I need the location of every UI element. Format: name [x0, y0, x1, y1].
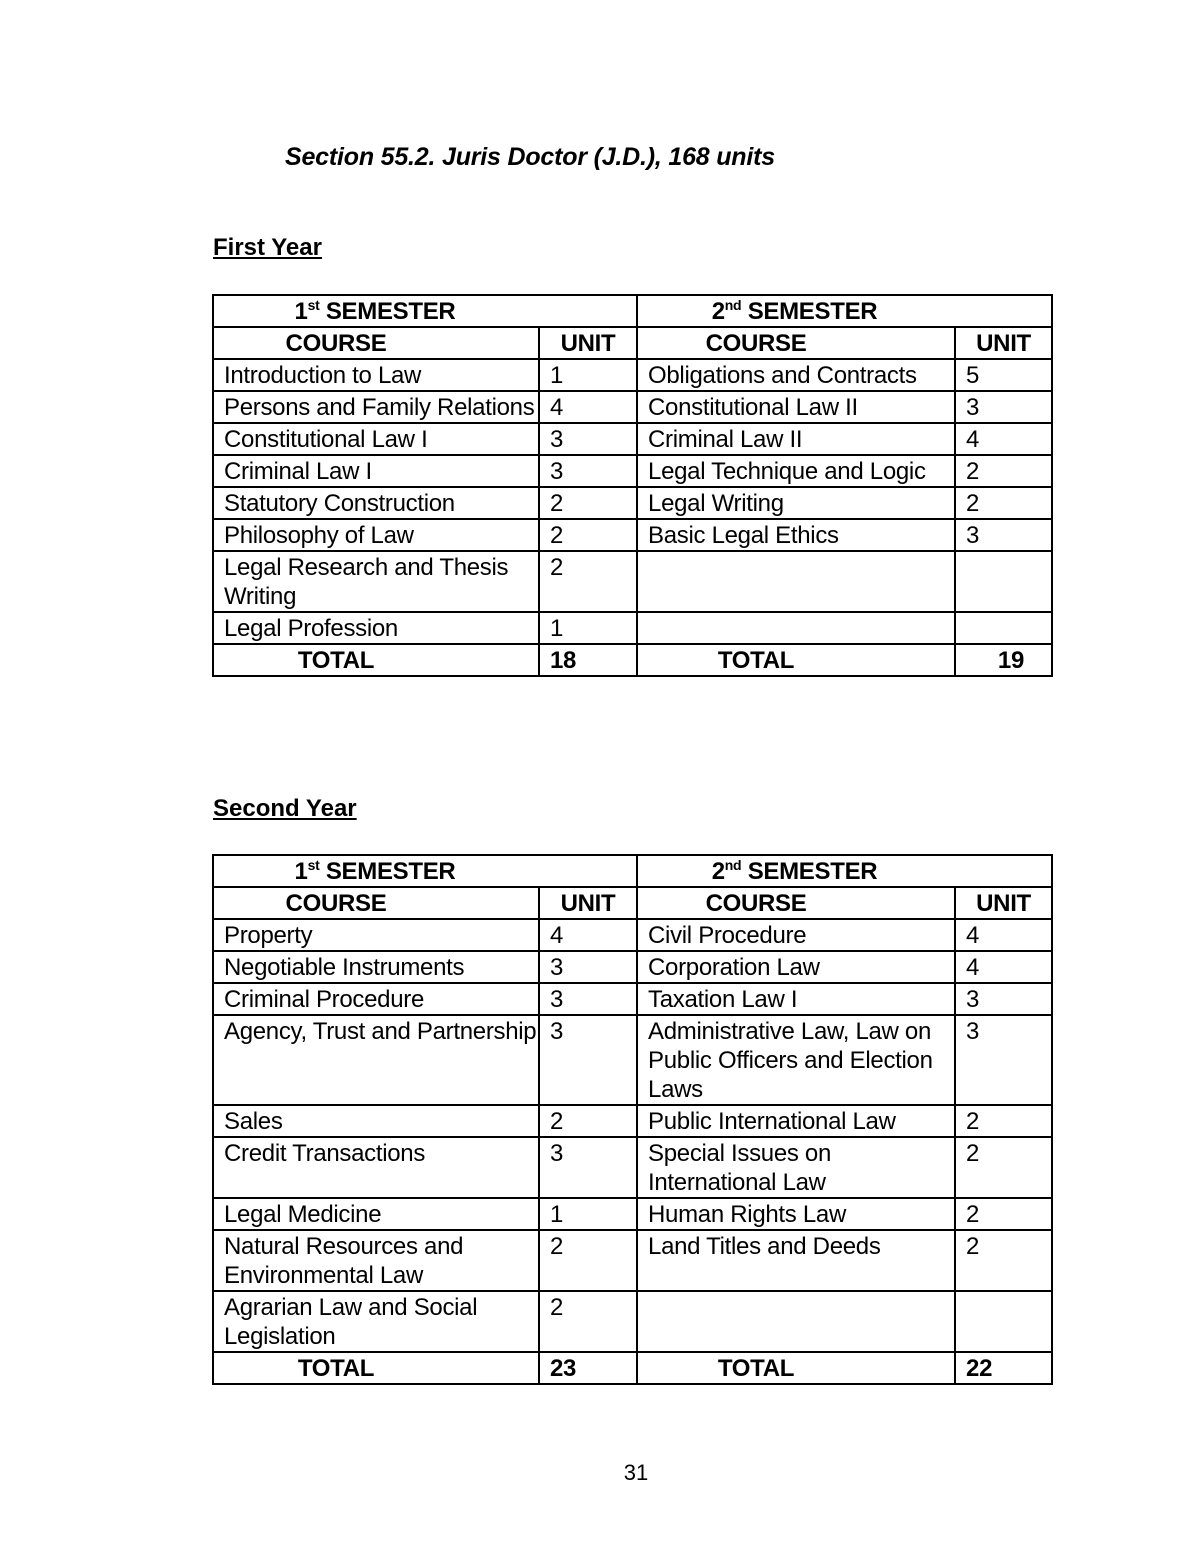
course-cell: Criminal Procedure: [213, 983, 539, 1015]
unit-cell: 3: [539, 951, 637, 983]
course-cell: Criminal Law I: [213, 455, 539, 487]
semester-2-header: [637, 855, 1052, 887]
semester-ordinal-suffix: st: [307, 857, 320, 873]
column-header-row: [213, 327, 1052, 359]
course-cell: Taxation Law I: [637, 983, 955, 1015]
table-row: [213, 1230, 1052, 1291]
col-unit-header: UNIT: [539, 887, 637, 919]
course-cell: Criminal Law II: [637, 423, 955, 455]
course-cell: Corporation Law: [637, 951, 955, 983]
semester-2-header: [637, 295, 1052, 327]
course-cell: Civil Procedure: [637, 919, 955, 951]
unit-cell: 2: [539, 487, 637, 519]
course-cell: Human Rights Law: [637, 1198, 955, 1230]
course-cell: [637, 551, 955, 612]
unit-cell: 2: [539, 551, 637, 612]
unit-cell: 1: [539, 359, 637, 391]
unit-cell: [955, 1291, 1052, 1352]
unit-cell: 2: [539, 1291, 637, 1352]
unit-cell: 2: [955, 455, 1052, 487]
course-cell: Constitutional Law I: [213, 423, 539, 455]
semester-ordinal: 1: [294, 298, 308, 325]
total-label: TOTAL: [637, 644, 955, 676]
unit-cell: 2: [955, 1230, 1052, 1291]
first-year-table: [212, 294, 1053, 677]
unit-cell: 2: [955, 1105, 1052, 1137]
table-row: [213, 919, 1052, 951]
unit-cell: [955, 551, 1052, 612]
course-cell: Basic Legal Ethics: [637, 519, 955, 551]
semester-label: SEMESTER: [747, 298, 878, 325]
unit-cell: 3: [955, 983, 1052, 1015]
semester-1-header: [213, 855, 637, 887]
col-unit-header: UNIT: [539, 327, 637, 359]
unit-cell: 1: [539, 1198, 637, 1230]
semester-label: SEMESTER: [747, 858, 878, 885]
col-course-header: COURSE: [213, 327, 539, 359]
year-heading-second: Second Year: [213, 795, 357, 822]
course-cell: Legal Profession: [213, 612, 539, 644]
course-cell: [637, 1291, 955, 1352]
table-row: [213, 391, 1052, 423]
column-header-row: [213, 887, 1052, 919]
total-label: TOTAL: [213, 1352, 539, 1384]
year-heading-first: First Year: [213, 234, 322, 261]
course-cell: Land Titles and Deeds: [637, 1230, 955, 1291]
table-row: [213, 983, 1052, 1015]
unit-cell: 3: [955, 1015, 1052, 1105]
course-cell: Legal Medicine: [213, 1198, 539, 1230]
unit-cell: 3: [955, 391, 1052, 423]
unit-cell: 5: [955, 359, 1052, 391]
unit-cell: 2: [955, 1198, 1052, 1230]
semester-1-header: [213, 295, 637, 327]
course-cell: Public International Law: [637, 1105, 955, 1137]
unit-cell: 3: [955, 519, 1052, 551]
unit-cell: 2: [539, 1230, 637, 1291]
col-unit-header: UNIT: [955, 887, 1052, 919]
total-units-sem2: 22: [955, 1352, 1052, 1384]
unit-cell: 4: [539, 391, 637, 423]
total-units-sem1: 23: [539, 1352, 637, 1384]
table-row: [213, 455, 1052, 487]
col-course-header: COURSE: [637, 327, 955, 359]
unit-cell: 2: [539, 1105, 637, 1137]
total-units-sem1: 18: [539, 644, 637, 676]
unit-cell: 2: [539, 519, 637, 551]
course-cell: Legal Writing: [637, 487, 955, 519]
table-row: [213, 519, 1052, 551]
total-label: TOTAL: [213, 644, 539, 676]
total-label: TOTAL: [637, 1352, 955, 1384]
unit-cell: 4: [955, 919, 1052, 951]
table-row: [213, 1015, 1052, 1105]
table-row: [213, 423, 1052, 455]
unit-cell: 4: [955, 423, 1052, 455]
unit-cell: 4: [955, 951, 1052, 983]
col-course-header: COURSE: [213, 887, 539, 919]
course-cell: Introduction to Law: [213, 359, 539, 391]
course-cell: Statutory Construction: [213, 487, 539, 519]
semester-label: SEMESTER: [325, 858, 456, 885]
course-cell: Legal Research and Thesis Writing: [213, 551, 539, 612]
semester-header-row: [213, 855, 1052, 887]
section-title: Section 55.2. Juris Doctor (J.D.), 168 units: [285, 143, 775, 171]
course-cell: Agrarian Law and Social Legislation: [213, 1291, 539, 1352]
unit-cell: 3: [539, 423, 637, 455]
course-cell: Constitutional Law II: [637, 391, 955, 423]
semester-header-row: [213, 295, 1052, 327]
course-cell: Philosophy of Law: [213, 519, 539, 551]
semester-label: SEMESTER: [325, 298, 456, 325]
col-unit-header: UNIT: [955, 327, 1052, 359]
table-row: [213, 487, 1052, 519]
unit-cell: 3: [539, 455, 637, 487]
course-cell: Property: [213, 919, 539, 951]
table-row: [213, 359, 1052, 391]
total-units-sem2: 19: [955, 644, 1052, 676]
unit-cell: 4: [539, 919, 637, 951]
course-cell: Persons and Family Relations: [213, 391, 539, 423]
course-cell: Special Issues on International Law: [637, 1137, 955, 1198]
unit-cell: 1: [539, 612, 637, 644]
table-row: [213, 1105, 1052, 1137]
unit-cell: 2: [955, 1137, 1052, 1198]
course-cell: Obligations and Contracts: [637, 359, 955, 391]
course-cell: Sales: [213, 1105, 539, 1137]
semester-ordinal: 2: [711, 298, 725, 325]
table-row: [213, 1198, 1052, 1230]
semester-ordinal: 2: [711, 858, 725, 885]
page-number: 31: [623, 1460, 649, 1485]
second-year-table: [212, 854, 1053, 1385]
course-cell: [637, 612, 955, 644]
semester-ordinal: 1: [294, 858, 308, 885]
unit-cell: 3: [539, 1137, 637, 1198]
semester-ordinal-suffix: st: [307, 297, 320, 313]
unit-cell: 3: [539, 983, 637, 1015]
table-row: [213, 551, 1052, 612]
unit-cell: 2: [955, 487, 1052, 519]
course-cell: Legal Technique and Logic: [637, 455, 955, 487]
table-row: [213, 612, 1052, 644]
unit-cell: [955, 612, 1052, 644]
table-row: [213, 951, 1052, 983]
course-cell: Negotiable Instruments: [213, 951, 539, 983]
course-cell: Administrative Law, Law on Public Officers and Election Laws: [637, 1015, 955, 1105]
course-cell: Agency, Trust and Partnership: [213, 1015, 539, 1105]
total-row: [213, 1352, 1052, 1384]
table-row: [213, 1137, 1052, 1198]
course-cell: Credit Transactions: [213, 1137, 539, 1198]
semester-ordinal-suffix: nd: [724, 297, 742, 313]
total-row: [213, 644, 1052, 676]
semester-ordinal-suffix: nd: [724, 857, 742, 873]
course-cell: Natural Resources and Environmental Law: [213, 1230, 539, 1291]
col-course-header: COURSE: [637, 887, 955, 919]
unit-cell: 3: [539, 1015, 637, 1105]
table-row: [213, 1291, 1052, 1352]
